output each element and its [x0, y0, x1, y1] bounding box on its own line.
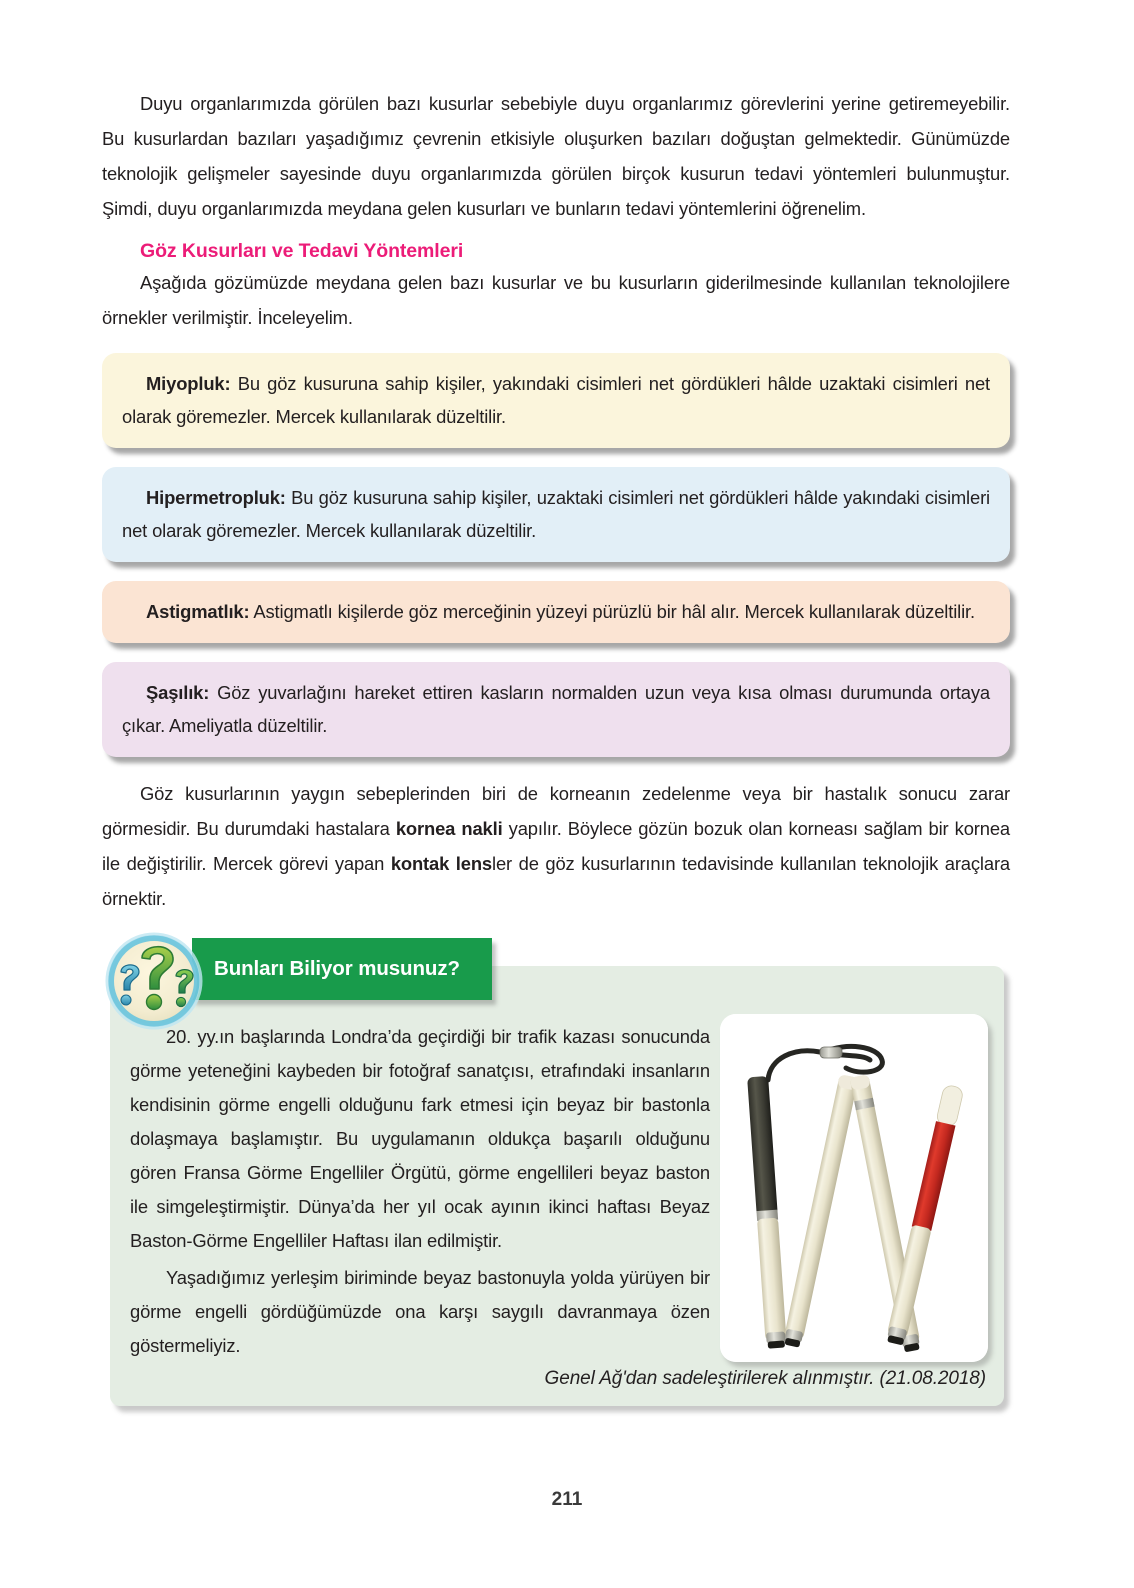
- cornea-text-part-2: yapılır. Böylece gözün bozuk olan korneası sağlam bir kornea ile değiştirilir. Mercek görevi yapan: [102, 818, 1010, 874]
- did-you-know-section: [102, 938, 1010, 1408]
- did-you-know-paragraph-2: Yaşadığımız yerleşim biriminde beyaz bastonuyla yolda yürüyen bir görme engelli gördüğümüzde ona karşı saygılı davranmaya özen göstermeliyiz.: [130, 1267, 710, 1356]
- eye-defect-term: Miyopluk:: [146, 373, 231, 394]
- section-heading: Göz Kusurları ve Tedavi Yöntemleri: [140, 240, 464, 262]
- did-you-know-source: Genel Ağ'dan sadeleştirilerek alınmıştır. (21.08.2018): [544, 1368, 986, 1389]
- eye-defect-term: Şaşılık:: [146, 682, 210, 703]
- eye-defect-text: [122, 367, 990, 433]
- page-number: 211: [551, 1489, 583, 1510]
- intro-paragraph: Duyu organlarımızda görülen bazı kusurlar sebebiyle duyu organlarımız görevlerini yerine getiremeyebilir. Bu kusurlardan bazıları yaşadığımız çevrenin etkisiyle oluşurken bazıları doğuştan gelmektedir. Günümüzde teknolojik gelişmeler sayesinde duyu organlarımızda görülen birçok kusurun tedavi yöntemleri bulunmuştur. Şimdi, duyu organlarımızda meydana gelen kusurları ve bunların tedavi yöntemlerini öğrenelim.: [102, 93, 1010, 219]
- eye-defect-description: Astigmatlı kişilerde göz merceğinin yüzeyi pürüzlü bir hâl alır. Mercek kullanılarak düzeltilir.: [249, 601, 975, 622]
- did-you-know-badge-label: Bunları Biliyor musunuz?: [214, 957, 460, 980]
- eye-defect-text: [122, 595, 990, 628]
- did-you-know-text: [130, 1020, 710, 1366]
- cornea-term-contact-lens: kontak lens: [390, 853, 493, 874]
- eye-defect-box-hyperopia: [102, 467, 1010, 562]
- did-you-know-paragraph-1: 20. yy.ın başlarında Londra’da geçirdiği bir trafik kazası sonucunda görme yeteneğini kaybeden bir fotoğraf sanatçısı, etrafındaki insanların kendisinin görme engelli olduğunu fark etmesi için beyaz bir bastonla dolaşmaya başlamıştır. Bu uygulamanın oldukça başarılı olduğunu gören Fransa Görme Engelliler Örgütü, görme engellileri beyaz baston ile simgeleştirmiştir. Dünya’da her yıl ocak ayının ikinci haftası Beyaz Baston-Görme Engelliler Haftası ilan edilmiştir.: [130, 1026, 710, 1251]
- eye-defect-box-myopia: [102, 353, 1010, 448]
- eye-defect-text: [122, 481, 990, 547]
- eye-defect-box-list: [102, 353, 1010, 757]
- eye-defect-box-strabismus: [102, 662, 1010, 757]
- eye-defect-text: [122, 676, 990, 742]
- section-lead-paragraph: Aşağıda gözümüzde meydana gelen bazı kusurlar ve bu kusurların giderilmesinde kullanılan teknolojilere örnekler verilmiştir. İnceleyelim.: [102, 272, 1010, 328]
- cornea-text-part-1: Göz kusurlarının yaygın sebeplerinden biri de korneanın zedelenme veya bir hastalık sonucu zarar görmesidir. Bu durumdaki hastalara: [102, 783, 1010, 839]
- white-cane-photo: [720, 1014, 988, 1362]
- eye-defect-box-astigmatism: [102, 581, 1010, 643]
- eye-defect-description: Göz yuvarlağını hareket ettiren kasların normalden uzun veya kısa olması durumunda ortaya çıkar. Ameliyatla düzeltilir.: [122, 682, 990, 736]
- did-you-know-badge: [192, 938, 492, 1000]
- cornea-paragraph: [102, 776, 1010, 916]
- cornea-text-part-3: ler de göz kusurlarının tedavisinde kullanılan teknolojik araçlara örnektir.: [102, 853, 1010, 909]
- eye-defect-description: Bu göz kusuruna sahip kişiler, yakındaki cisimleri net gördükleri hâlde uzaktaki cisimleri net olarak göremezler. Mercek kullanılarak düzeltilir.: [122, 373, 990, 427]
- cornea-term-transplant: kornea nakli: [395, 818, 503, 839]
- eye-defect-term: Hipermetropluk:: [146, 487, 286, 508]
- question-marks-icon: [102, 928, 206, 1032]
- page-content: [102, 86, 1010, 1408]
- eye-defect-description: Bu göz kusuruna sahip kişiler, uzaktaki cisimleri net gördükleri hâlde yakındaki cisimleri net olarak göremezler. Mercek kullanılarak düzeltilir.: [122, 487, 990, 541]
- eye-defect-term: Astigmatlık:: [146, 601, 250, 622]
